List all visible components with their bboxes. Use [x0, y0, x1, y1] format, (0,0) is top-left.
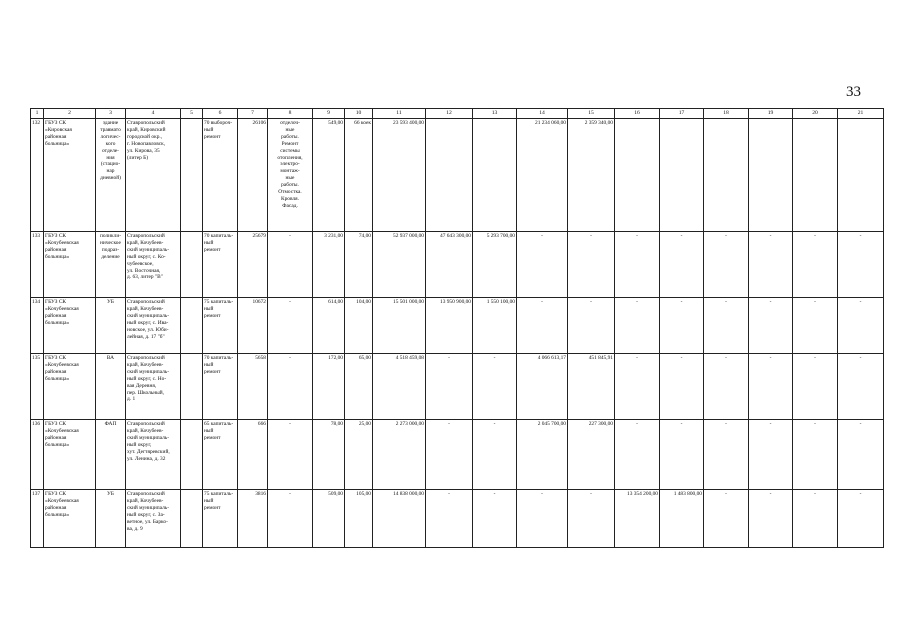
- table-cell-col-1: 137: [31, 490, 44, 548]
- table-cell-col-10: 25,00: [345, 420, 373, 490]
- table-cell-col-6: 70 капиталь- ный ремонт: [203, 354, 238, 420]
- table-cell-col-5: [181, 490, 203, 548]
- table-cell-col-18: -: [704, 298, 749, 354]
- table-cell-col-3: УБ: [96, 490, 126, 548]
- table-header-row: [31, 109, 884, 119]
- table-cell-col-16: -: [615, 420, 660, 490]
- table-cell-col-3: здание травмато логичес- кого отделе- ния (стацио- нар дневной): [96, 119, 126, 232]
- table-cell-col-2: ГБУЗ СК «Кочубеевская районная больница»: [44, 298, 96, 354]
- table-cell-col-11: 14 838 000,00: [373, 490, 426, 548]
- table-cell-col-18: [704, 119, 749, 232]
- table-cell-col-7: 10672: [238, 298, 268, 354]
- table-cell-col-7: 666: [238, 420, 268, 490]
- table-cell-col-19: -: [749, 298, 793, 354]
- table-cell-col-6: 70 капиталь- ный ремонт: [203, 232, 238, 298]
- table-cell-col-13: [473, 119, 517, 232]
- table-cell-col-5: [181, 298, 203, 354]
- table-cell-col-2: ГБУЗ СК «Кировская районная больница»: [44, 119, 96, 232]
- table-cell-col-21: -: [838, 354, 884, 420]
- table-row: [31, 354, 884, 420]
- table-cell-col-7: 5658: [238, 354, 268, 420]
- table-cell-col-15: -: [568, 298, 615, 354]
- table-cell-col-20: -: [793, 490, 838, 548]
- table-cell-col-20: [793, 119, 838, 232]
- table-cell-col-12: -: [426, 420, 473, 490]
- table-cell-col-19: -: [749, 420, 793, 490]
- table-cell-col-12: -: [426, 490, 473, 548]
- column-header: 11: [373, 109, 426, 119]
- table-cell-col-17: 1 483 800,00: [660, 490, 704, 548]
- table-cell-col-13: 5 293 700,00: [473, 232, 517, 298]
- table-cell-col-21: -: [838, 298, 884, 354]
- table-cell-col-4: Ставропольский край, Кочубеев- ский муниципаль- ный округ, с. Ива- новское, ул. Юби- лейная, д. 17 "б": [126, 298, 181, 354]
- table-cell-col-3: УБ: [96, 298, 126, 354]
- table-cell-col-17: -: [660, 232, 704, 298]
- table-cell-col-15: -: [568, 490, 615, 548]
- table-cell-col-20: -: [793, 298, 838, 354]
- column-header: 15: [568, 109, 615, 119]
- column-header: 17: [660, 109, 704, 119]
- table-cell-col-6: 75 капиталь- ный ремонт: [203, 298, 238, 354]
- column-header: 16: [615, 109, 660, 119]
- table-cell-col-6: 75 капиталь- ный ремонт: [203, 490, 238, 548]
- table-cell-col-15: 2 359 340,00: [568, 119, 615, 232]
- table-cell-col-4: Ставропольский край, Кировский городской окр., г. Новопавловск, ул. Кирова, 35 (литер Б): [126, 119, 181, 232]
- table-cell-col-11: 15 501 000,00: [373, 298, 426, 354]
- table-cell-col-20: -: [793, 232, 838, 298]
- table-cell-col-16: -: [615, 354, 660, 420]
- table-cell-col-12: -: [426, 354, 473, 420]
- table-cell-col-12: 47 643 300,00: [426, 232, 473, 298]
- column-header: 7: [238, 109, 268, 119]
- table-cell-col-11: 23 593 400,00: [373, 119, 426, 232]
- column-header: 10: [345, 109, 373, 119]
- table-row: [31, 490, 884, 548]
- table-cell-col-18: -: [704, 490, 749, 548]
- column-header: 13: [473, 109, 517, 119]
- column-header: 2: [44, 109, 96, 119]
- table-cell-col-11: 2 273 000,00: [373, 420, 426, 490]
- table-cell-col-15: 227 300,00: [568, 420, 615, 490]
- table-cell-col-4: Ставропольский край, Кочубеев- ский муниципаль- ный округ, с. Но- вая Деревня, пер. Школьный, д. 1: [126, 354, 181, 420]
- table-cell-col-1: 132: [31, 119, 44, 232]
- column-header: 5: [181, 109, 203, 119]
- column-header: 1: [31, 109, 44, 119]
- page-number: 33: [846, 84, 861, 100]
- table-cell-col-13: -: [473, 420, 517, 490]
- table-cell-col-1: 136: [31, 420, 44, 490]
- table-cell-col-16: [615, 119, 660, 232]
- table-cell-col-13: 1 550 100,00: [473, 298, 517, 354]
- table-cell-col-8: -: [268, 490, 313, 548]
- table-cell-col-9: 172,00: [313, 354, 345, 420]
- table-cell-col-21: -: [838, 232, 884, 298]
- column-header: 19: [749, 109, 793, 119]
- table-cell-col-21: -: [838, 420, 884, 490]
- table-row: [31, 420, 884, 490]
- table-cell-col-3: поликли- ническое подраз- деление: [96, 232, 126, 298]
- table-cell-col-19: -: [749, 232, 793, 298]
- table-cell-col-2: ГБУЗ СК «Кочубеевская районная больница»: [44, 232, 96, 298]
- table-cell-col-7: 25679: [238, 232, 268, 298]
- table-cell-col-16: -: [615, 232, 660, 298]
- table-cell-col-16: 13 354 200,00: [615, 490, 660, 548]
- table-cell-col-14: 2 045 700,00: [517, 420, 568, 490]
- column-header: 14: [517, 109, 568, 119]
- table-cell-col-21: -: [838, 490, 884, 548]
- table-cell-col-9: 614,00: [313, 298, 345, 354]
- table-cell-col-1: 134: [31, 298, 44, 354]
- table-cell-col-13: -: [473, 490, 517, 548]
- table-cell-col-8: -: [268, 420, 313, 490]
- table-cell-col-7: 26106: [238, 119, 268, 232]
- table-cell-col-12: [426, 119, 473, 232]
- column-header: 4: [126, 109, 181, 119]
- table-cell-col-9: 549,00: [313, 119, 345, 232]
- table-cell-col-8: отделоч- ные работы. Ремонт системы отопления, электро- монтаж- ные работы. Отмостка. Кровля. Фасад.: [268, 119, 313, 232]
- column-header: 6: [203, 109, 238, 119]
- table-cell-col-18: -: [704, 354, 749, 420]
- column-header: 3: [96, 109, 126, 119]
- table-cell-col-9: 3 231,00: [313, 232, 345, 298]
- table-cell-col-16: -: [615, 298, 660, 354]
- column-header: 18: [704, 109, 749, 119]
- table-cell-col-10: 65,00: [345, 354, 373, 420]
- table-row: [31, 119, 884, 232]
- table-cell-col-19: [749, 119, 793, 232]
- table-cell-col-4: Ставропольский край, Кочубеев- ский муниципаль- ный округ, с. Ко- чубеевское, ул. Восточная, д. 63, литер "В": [126, 232, 181, 298]
- table-cell-col-13: -: [473, 354, 517, 420]
- table-cell-col-1: 135: [31, 354, 44, 420]
- table-cell-col-20: -: [793, 354, 838, 420]
- table-cell-col-6: 65 капиталь- ный ремонт: [203, 420, 238, 490]
- table-cell-col-21: [838, 119, 884, 232]
- table-cell-col-14: -: [517, 232, 568, 298]
- column-header: 12: [426, 109, 473, 119]
- table-cell-col-17: -: [660, 298, 704, 354]
- table-cell-col-9: 78,00: [313, 420, 345, 490]
- table-cell-col-12: 13 950 900,00: [426, 298, 473, 354]
- table-cell-col-11: 52 937 000,00: [373, 232, 426, 298]
- table-cell-col-8: -: [268, 232, 313, 298]
- table-cell-col-8: -: [268, 354, 313, 420]
- table-cell-col-15: 451 845,91: [568, 354, 615, 420]
- table-cell-col-18: -: [704, 232, 749, 298]
- table-row: [31, 232, 884, 298]
- table-cell-col-8: -: [268, 298, 313, 354]
- table-cell-col-14: -: [517, 298, 568, 354]
- table-cell-col-4: Ставропольский край, Кочубеев- ский муниципаль- ный округ, с. За- ветное, ул. Барко- ва, д. 9: [126, 490, 181, 548]
- table-cell-col-10: 105,00: [345, 490, 373, 548]
- table-cell-col-3: ФАП: [96, 420, 126, 490]
- table-cell-col-9: 509,00: [313, 490, 345, 548]
- table-cell-col-2: ГБУЗ СК «Кочубеевская районная больница»: [44, 420, 96, 490]
- table-cell-col-10: 66 коек: [345, 119, 373, 232]
- table-cell-col-2: ГБУЗ СК «Кочубеевская районная больница»: [44, 490, 96, 548]
- table-cell-col-2: ГБУЗ СК «Кочубеевская районная больница»: [44, 354, 96, 420]
- table-cell-col-7: 3816: [238, 490, 268, 548]
- table-cell-col-6: 70 выбороч- ный ремонт: [203, 119, 238, 232]
- table-cell-col-5: [181, 354, 203, 420]
- table-cell-col-15: -: [568, 232, 615, 298]
- table-cell-col-3: ВА: [96, 354, 126, 420]
- table-cell-col-14: 4 066 613,17: [517, 354, 568, 420]
- table-row: [31, 298, 884, 354]
- data-table: [30, 108, 884, 548]
- column-header: 20: [793, 109, 838, 119]
- table-cell-col-14: 21 234 060,00: [517, 119, 568, 232]
- column-header: 8: [268, 109, 313, 119]
- table-cell-col-19: -: [749, 490, 793, 548]
- table-cell-col-10: 74,00: [345, 232, 373, 298]
- table-cell-col-10: 104,00: [345, 298, 373, 354]
- table-cell-col-11: 4 518 459,08: [373, 354, 426, 420]
- column-header: 9: [313, 109, 345, 119]
- table-cell-col-17: [660, 119, 704, 232]
- column-header: 21: [838, 109, 884, 119]
- table-cell-col-1: 133: [31, 232, 44, 298]
- table-cell-col-5: [181, 420, 203, 490]
- table-cell-col-19: -: [749, 354, 793, 420]
- table-cell-col-14: -: [517, 490, 568, 548]
- table-cell-col-4: Ставропольский край, Кочубеев- ский муниципаль- ный округ, хут. Дегтяревский, ул. Ленина, д. 32: [126, 420, 181, 490]
- table-cell-col-17: -: [660, 420, 704, 490]
- table-cell-col-20: -: [793, 420, 838, 490]
- table-cell-col-18: -: [704, 420, 749, 490]
- table-cell-col-17: -: [660, 354, 704, 420]
- table-cell-col-5: [181, 119, 203, 232]
- table-cell-col-5: [181, 232, 203, 298]
